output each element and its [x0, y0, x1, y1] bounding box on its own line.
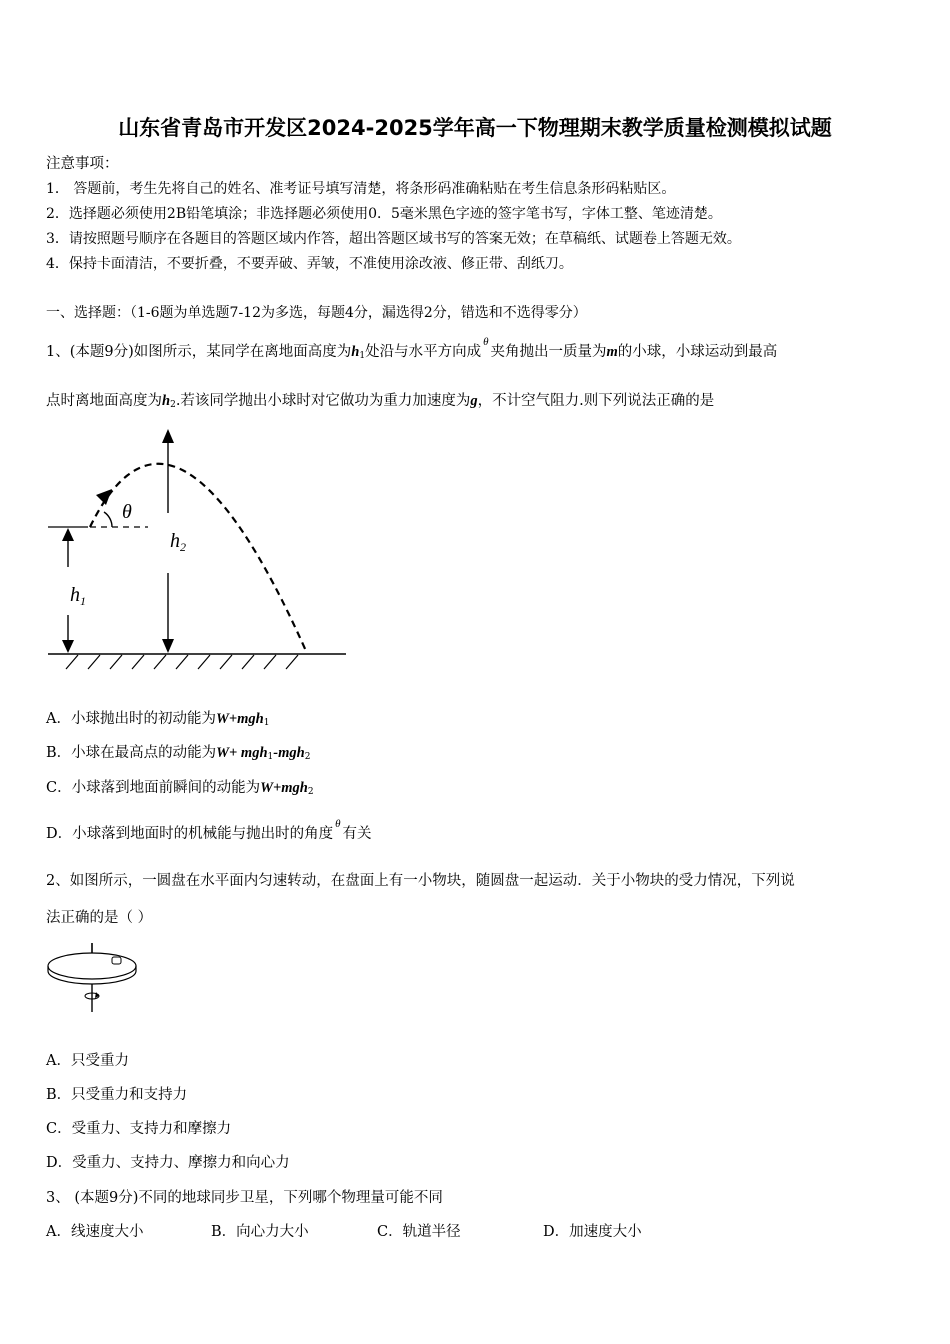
q2-option-b[interactable]: B．只受重力和支持力 — [46, 1087, 188, 1103]
projectile-figure — [40, 415, 360, 675]
notice-item-1: 1． 答题前，考生先将自己的姓名、准考证号填写清楚，将条形码准确粘贴在考生信息条形码粘贴区。 — [46, 181, 676, 197]
q1-stem-line1: 1、(本题9分)如图所示，某同学在离地面高度为$h_1$处沿与水平方向成$^\theta$夹角抛出一质量为m的小球，小球运动到最高 — [46, 336, 778, 361]
q3-option-a[interactable]: A．线速度大小 — [46, 1224, 144, 1240]
ground-hatching — [66, 655, 298, 669]
q1-stem-line2: 点时离地面高度为$h_2$.若该同学抛出小球时对它做功为重力加速度为g，不计空气阻力.则下列说法正确的是 — [46, 393, 715, 410]
q1-option-b[interactable]: B．小球在最高点的动能为W+ mgh$_1$-mgh$_2$ — [46, 745, 311, 762]
velocity-arrow — [96, 489, 112, 505]
q2-option-a[interactable]: A．只受重力 — [46, 1053, 129, 1069]
q1-option-d[interactable]: D．小球落到地面时的机械能与抛出时的角度$^\theta$有关 — [46, 818, 372, 842]
q3-option-d[interactable]: D．加速度大小 — [543, 1224, 642, 1240]
label-h2: $h_2$ — [170, 530, 186, 554]
q3-option-b[interactable]: B．向心力大小 — [211, 1224, 309, 1240]
notice-heading: 注意事项： — [46, 156, 119, 172]
rotating-disc-figure — [44, 940, 144, 1015]
q2-option-c[interactable]: C．受重力、支持力和摩擦力 — [46, 1121, 232, 1137]
q2-stem-line2: 法正确的是（ ） — [46, 910, 153, 926]
label-theta: θ — [122, 501, 132, 523]
page-title: 山东省青岛市开发区2024-2025学年高一下物理期末教学质量检测模拟试题 — [118, 116, 832, 140]
notice-item-4: 4．保持卡面清洁，不要折叠，不要弄破、弄皱，不准使用涂改液、修正带、刮纸刀。 — [46, 256, 573, 272]
q3-option-c[interactable]: C．轨道半径 — [377, 1224, 461, 1240]
notice-item-3: 3．请按照题号顺序在各题目的答题区域内作答，超出答题区域书写的答案无效；在草稿纸、试题卷上答题无效。 — [46, 231, 741, 247]
section-heading: 一、选择题：（1-6题为单选题7-12为多选，每题4分，漏选得2分，错选和不选得零分） — [46, 305, 587, 321]
q3-stem: 3、 (本题9分)不同的地球同步卫星，下列哪个物理量可能不同 — [46, 1190, 443, 1206]
notice-item-2: 2．选择题必须使用2B铅笔填涂；非选择题必须使用0．5毫米黑色字迹的签字笔书写，字体工整、笔迹清楚。 — [46, 206, 722, 222]
label-h1: $h_1$ — [70, 584, 86, 608]
q1-option-c[interactable]: C．小球落到地面前瞬间的动能为W+mgh$_2$ — [46, 780, 314, 797]
q2-stem-line1: 2、如图所示，一圆盘在水平面内匀速转动，在盘面上有一小物块，随圆盘一起运动．关于小物块的受力情况，下列说 — [46, 873, 795, 889]
q1-option-a[interactable]: A．小球抛出时的初动能为W+mgh$_1$ — [46, 711, 270, 728]
q2-option-d[interactable]: D．受重力、支持力、摩擦力和向心力 — [46, 1155, 290, 1171]
trajectory-curve — [90, 464, 306, 651]
